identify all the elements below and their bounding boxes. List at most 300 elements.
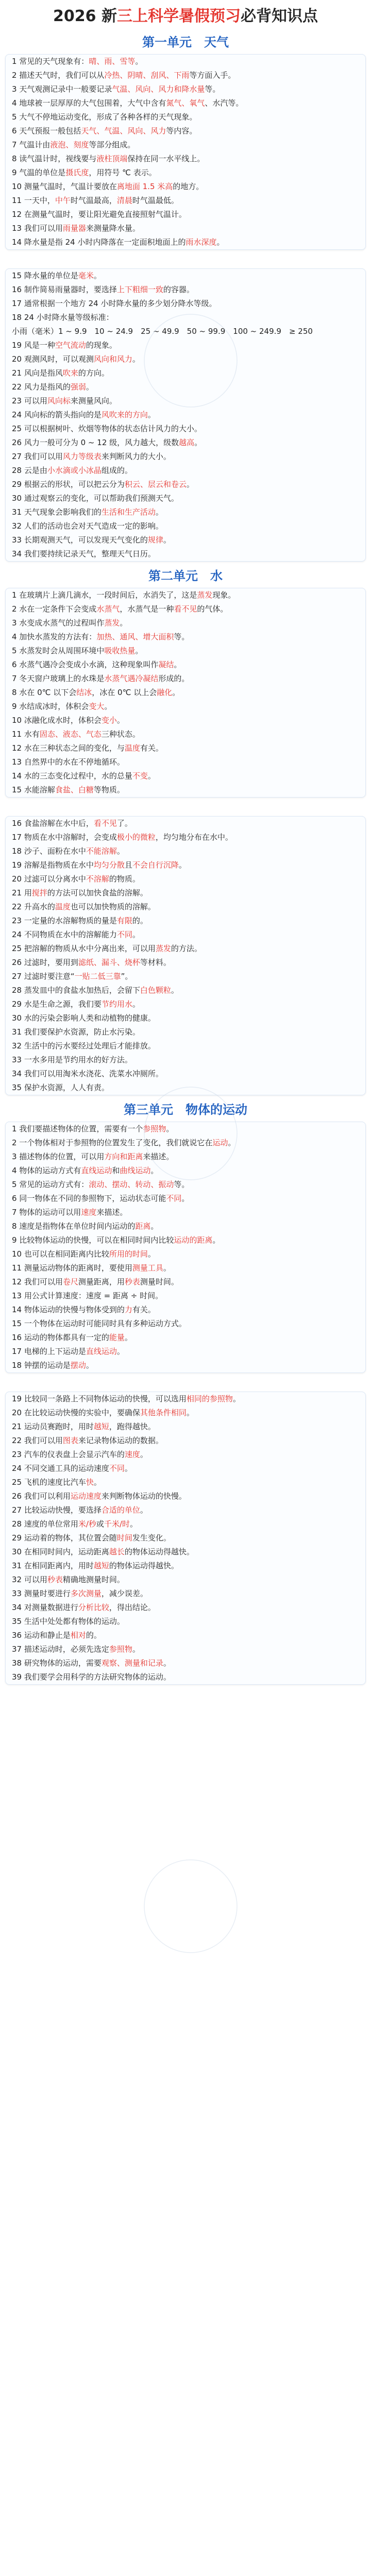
note-text: 5 水蒸发时会从周围环境中 <box>12 646 105 655</box>
key-term: 中午 <box>55 196 71 205</box>
note-line <box>6 817 365 831</box>
key-term: 直线运动 <box>86 1347 117 1356</box>
note-line <box>6 436 365 450</box>
note-line <box>6 547 365 561</box>
key-term: 相同的参照物 <box>186 1394 233 1403</box>
note-text: 13 用公式计算速度：速度 = 距离 ÷ 时间。 <box>12 1291 163 1300</box>
key-term: 冷热、阴晴、刮风、下雨 <box>104 71 190 80</box>
note-line <box>6 1545 365 1559</box>
note-text: 。 <box>171 986 179 995</box>
note-line <box>6 283 365 297</box>
note-line <box>6 1615 365 1629</box>
note-text: 。 <box>216 238 225 247</box>
note-text: 的容器。 <box>163 285 194 294</box>
note-text: 。 <box>140 1505 148 1515</box>
note-line <box>6 1656 365 1670</box>
key-term: 蒸发 <box>155 944 171 953</box>
note-text: ，冰在 0℃ 以上会 <box>92 688 157 697</box>
key-term: 温度 <box>55 902 71 911</box>
note-text: 33 测量时要进行 <box>12 1589 71 1598</box>
key-term: 规律 <box>147 535 163 545</box>
note-text: 12 在测量气温时，要让阳光避免直接照射气温计。 <box>12 210 187 219</box>
key-term: 搅拌 <box>31 888 47 897</box>
note-line <box>6 997 365 1011</box>
note-line <box>6 124 365 138</box>
key-term: 雨水深度 <box>185 238 217 247</box>
key-term: 风向标 <box>47 396 71 405</box>
note-line <box>6 1247 365 1261</box>
note-text: 等。 <box>174 632 190 641</box>
note-text: 等。 <box>174 1180 190 1189</box>
note-text: 来判断物体运动的快慢。 <box>101 1492 187 1501</box>
note-text: 现象。 <box>212 590 236 600</box>
note-text: 时气温最高， <box>70 196 117 205</box>
note-line <box>6 700 365 714</box>
note-text: 。 <box>174 660 182 669</box>
note-text: 3 天气观测记录中一般要记录 <box>12 84 112 94</box>
note-line <box>6 110 365 124</box>
note-text: 12 水在三种状态之间的变化，与 <box>12 743 125 753</box>
key-term: 积云、层云和卷云 <box>124 480 187 489</box>
note-text: 10 也可以在相同距离内比较 <box>12 1249 109 1259</box>
note-text: 26 过滤时，要用到 <box>12 958 78 967</box>
note-line <box>6 352 365 366</box>
key-term: 不会自行沉降 <box>132 860 179 870</box>
key-term: 滤纸、漏斗、烧杯 <box>78 958 140 967</box>
note-line <box>6 755 365 769</box>
key-term: 变大 <box>89 702 105 711</box>
note-line <box>6 55 365 69</box>
note-text: 等内容。 <box>166 126 197 135</box>
key-term: 液泡、刻度 <box>50 140 89 149</box>
note-text: ，用符号 ℃ 表示。 <box>89 168 157 177</box>
key-term: 所用的时间 <box>109 1249 148 1259</box>
note-text: 30 水的污染会影响人类和动植物的健康。 <box>12 1013 156 1023</box>
note-line <box>6 505 365 519</box>
note-text: 。 <box>116 1347 125 1356</box>
note-line <box>6 180 365 194</box>
note-line <box>6 1331 365 1345</box>
key-term: 凝结 <box>158 660 174 669</box>
key-term: 蒸发 <box>104 618 120 628</box>
note-line <box>6 714 365 727</box>
key-term: 图表 <box>62 1436 78 1445</box>
note-text: 39 我们要学会用科学的方法研究物体的运动。 <box>12 1672 171 1682</box>
note-text: 25 把溶解的物质从水中分离出来，可以用 <box>12 944 156 953</box>
key-term: 其他条件相同 <box>140 1408 187 1417</box>
note-text: ，水蒸气是一种 <box>120 604 174 614</box>
note-text: 的物体运动得越快。 <box>124 1547 194 1556</box>
note-text: ，均匀地分布在水中。 <box>155 833 233 842</box>
note-text: 的方向。 <box>78 368 109 378</box>
note-line <box>6 602 365 616</box>
note-line <box>6 311 365 325</box>
key-term: 离地面 1.5 米高 <box>116 182 173 191</box>
note-text: 8 读气温计时，视线要与 <box>12 154 97 163</box>
note-line <box>6 1448 365 1462</box>
note-line <box>6 408 365 422</box>
note-text: 27 比较运动快慢，要选择 <box>12 1505 102 1515</box>
note-text: 11 水有 <box>12 730 40 739</box>
key-term: 晴、雨、雪等 <box>89 57 136 66</box>
note-line <box>6 1039 365 1053</box>
note-text: 25 可以根据树叶、炊烟等物体的状态估计风力的大小。 <box>12 424 202 433</box>
note-line <box>6 956 365 970</box>
note-text: 27 过滤时要注意“ <box>12 972 75 981</box>
note-card <box>5 54 366 250</box>
note-line <box>6 1192 365 1206</box>
note-text: 36 运动和静止是 <box>12 1631 71 1640</box>
note-text: 34 对测量数据进行 <box>12 1603 78 1612</box>
key-term: 不同 <box>109 1464 125 1473</box>
note-text: 14 水的三态变化过程中，水的总量 <box>12 771 132 781</box>
title-prefix: 2026 新 <box>53 7 117 25</box>
note-line <box>6 533 365 547</box>
key-term: 能量 <box>109 1333 125 1342</box>
note-line <box>6 1275 365 1289</box>
note-text: 。 <box>178 860 187 870</box>
key-term: 速度 <box>81 1208 97 1217</box>
title-highlight: 三上科学 <box>116 7 179 25</box>
note-text: 11 测量运动物体的距离时，要使用 <box>12 1263 132 1273</box>
key-term: 液柱顶端 <box>96 154 128 163</box>
note-text: 6 水蒸气遇冷会变成小水滴，这种现象叫作 <box>12 660 159 669</box>
watermark-ring <box>144 1860 237 1953</box>
note-text: 30 通过观察云的变化，可以帮助我们预测天气。 <box>12 494 179 503</box>
note-text: 发生变化。 <box>132 1533 171 1543</box>
note-line <box>6 194 365 208</box>
note-line <box>6 970 365 984</box>
note-text: 有关。 <box>140 743 163 753</box>
key-term: 氮气、氧气 <box>166 98 205 108</box>
key-term: 运动的距离 <box>174 1235 213 1245</box>
note-text: 17 电梯的上下运动是 <box>12 1347 86 1356</box>
key-term: 千米/时 <box>104 1519 130 1529</box>
key-term: 强弱 <box>70 382 86 392</box>
note-line <box>6 844 365 858</box>
note-text: 35 生活中处处都有物体的运动。 <box>12 1617 125 1626</box>
key-term: 毫米 <box>78 271 94 280</box>
note-line <box>6 96 365 110</box>
note-text: 6 天气预报一般包括 <box>12 126 81 135</box>
key-term: 速度 <box>124 1450 140 1459</box>
note-line <box>6 269 365 283</box>
key-term: 风吹来的方向 <box>101 410 148 419</box>
note-line <box>6 138 365 152</box>
note-text: 的。 <box>86 1631 102 1640</box>
note-line <box>6 235 365 249</box>
note-line <box>6 1233 365 1247</box>
note-text: 8 速度是指物体在单位时间内运动的 <box>12 1222 136 1231</box>
note-text: 15 水能溶解 <box>12 785 55 794</box>
key-term: 风向和风力 <box>93 354 132 364</box>
note-line <box>6 1489 365 1503</box>
note-text: 。 <box>120 618 128 628</box>
note-card <box>5 1392 366 1685</box>
note-line <box>6 208 365 222</box>
note-line <box>6 450 365 464</box>
key-term: 生活和生产活动 <box>101 507 156 517</box>
key-term: 吸收热量 <box>104 646 136 655</box>
key-term: 不同 <box>166 1194 182 1203</box>
note-line <box>6 1587 365 1601</box>
key-term: 曲线运动 <box>120 1166 151 1175</box>
note-text: 。 <box>132 999 140 1009</box>
note-line <box>6 1289 365 1303</box>
key-term: 极小的微粒 <box>116 833 156 842</box>
note-line <box>6 741 365 755</box>
key-term: 观察、测量和记录 <box>101 1658 163 1668</box>
key-term: 看不见 <box>174 604 197 614</box>
note-line <box>6 1601 365 1615</box>
note-card <box>5 588 366 798</box>
note-line <box>6 1573 365 1587</box>
key-term: 天气、气温、风向、风力 <box>81 126 166 135</box>
key-term: 相对 <box>70 1631 86 1640</box>
key-term: 空气流动 <box>55 341 86 350</box>
note-line <box>6 69 365 82</box>
note-text: 3 水变成水蒸气的过程叫作 <box>12 618 105 628</box>
note-text: 37 描述运动时，必须先选定 <box>12 1645 109 1654</box>
note-text: 的气体。 <box>197 604 228 614</box>
note-text: 2 水在一定条件下会变成 <box>12 604 97 614</box>
note-text: 的现象。 <box>86 341 117 350</box>
note-text: 16 食盐溶解在水中后， <box>12 819 94 828</box>
key-term: 固态、液态、气态 <box>39 730 102 739</box>
note-text: 1 在玻璃片上滴几滴水，一段时间后，水消失了，这是 <box>12 590 197 600</box>
note-text: 16 制作简易雨量器时，要选择 <box>12 285 117 294</box>
key-term: 水蒸气 <box>96 604 120 614</box>
note-text: 测量距离，用 <box>78 1277 125 1286</box>
note-text: 。 <box>147 771 156 781</box>
note-text: 32 生活中的污水要经过处理后才能排放。 <box>12 1041 156 1050</box>
note-text: 。 <box>86 1361 94 1370</box>
note-text: 22 升高水的 <box>12 902 55 911</box>
key-term: 食盐、白糖 <box>55 785 94 794</box>
key-term: 蒸发 <box>197 590 213 600</box>
note-text: 。 <box>166 1124 174 1133</box>
note-line <box>6 1476 365 1489</box>
note-line <box>6 1392 365 1406</box>
note-text: 小雨（毫米）1 ~ 9.9 10 ~ 24.9 25 ~ 49.9 50 ~ 99.9 100 ~ 249.9 ≥ 250 <box>12 327 313 336</box>
note-line <box>6 1359 365 1372</box>
note-line <box>6 1420 365 1434</box>
note-text: 34 我们可以用淘米水浇花、洗菜水冲厕所。 <box>12 1069 163 1078</box>
note-text: 14 物体运动的快慢与物体受到的 <box>12 1305 125 1314</box>
note-text: 了。 <box>116 819 132 828</box>
note-line <box>6 1136 365 1150</box>
note-line <box>6 394 365 408</box>
note-line <box>6 1406 365 1420</box>
note-text: 组成的。 <box>101 466 132 475</box>
note-text: 来判断风力的大小。 <box>101 452 171 461</box>
note-text: 的物质。 <box>109 874 140 884</box>
note-line <box>6 338 365 352</box>
note-card <box>5 1122 366 1373</box>
note-line <box>6 1150 365 1164</box>
note-line <box>6 422 365 436</box>
note-text: 保持在同一水平线上。 <box>127 154 205 163</box>
key-term: 时间 <box>116 1533 132 1543</box>
note-text: 。 <box>228 1138 236 1147</box>
key-term: 越长 <box>109 1547 125 1556</box>
note-line <box>6 1219 365 1233</box>
note-text: 26 我们可以利用 <box>12 1492 71 1501</box>
note-text: 31 天气现象会影响我们的 <box>12 507 102 517</box>
note-text: 来测量风向。 <box>70 396 117 405</box>
note-text: 。 <box>186 1408 194 1417</box>
note-text: 33 长期观测天气，可以发现天气变化的 <box>12 535 148 545</box>
note-text: 测量时间。 <box>140 1277 179 1286</box>
note-text: 5 常见的运动方式有： <box>12 1180 89 1189</box>
note-line <box>6 928 365 942</box>
key-term: 测量工具 <box>132 1263 163 1273</box>
key-term: 不溶解 <box>86 874 109 884</box>
key-term: 秒表 <box>124 1277 140 1286</box>
note-line <box>6 1503 365 1517</box>
key-term: 距离 <box>135 1222 151 1231</box>
key-term: 摄氏度 <box>65 168 89 177</box>
unit-heading: 第一单元 天气 <box>142 35 229 49</box>
note-text: 9 气温的单位是 <box>12 168 66 177</box>
note-line <box>6 727 365 741</box>
note-line <box>6 900 365 914</box>
note-text: 精确地测量时间。 <box>62 1575 125 1584</box>
key-term: 运动速度 <box>70 1492 102 1501</box>
note-text: 31 在相同距离内，用时 <box>12 1561 94 1570</box>
note-line <box>6 1317 365 1331</box>
note-line <box>6 1261 365 1275</box>
note-text: 20 在比较运动快慢的实验中，要确保 <box>12 1408 140 1417</box>
key-term: 越短 <box>93 1422 109 1431</box>
title-suffix: 必背知识点 <box>240 7 318 25</box>
note-line <box>6 658 365 672</box>
note-line <box>6 1559 365 1573</box>
note-text: 且 <box>124 860 132 870</box>
content <box>0 32 371 1685</box>
note-text: 1 我们要描述物体的位置，需要有一个 <box>12 1124 143 1133</box>
note-text: 。 <box>163 535 171 545</box>
note-text: 来记录物体运动的数据。 <box>78 1436 163 1445</box>
note-text: 。 <box>150 1222 159 1231</box>
note-text: 等部分组成。 <box>89 140 136 149</box>
note-line <box>6 1164 365 1178</box>
note-text: 3 描述物体的位置，可以用 <box>12 1152 105 1161</box>
note-line <box>6 914 365 928</box>
key-term: 多次测量 <box>70 1589 102 1598</box>
note-line <box>6 872 365 886</box>
note-text: 。 <box>124 1333 132 1342</box>
note-line <box>6 672 365 686</box>
note-text: 8 水在 0℃ 以下会 <box>12 688 77 697</box>
note-text: 。 <box>86 382 94 392</box>
note-text: 15 一个物体在运动时可能同时具有多种运动方式。 <box>12 1319 187 1328</box>
note-text: 4 地球被一层厚厚的大气包围着，大气中含有 <box>12 98 166 108</box>
key-term: 方向和距离 <box>104 1152 143 1161</box>
note-line <box>6 1081 365 1095</box>
note-text: 。 <box>116 846 125 856</box>
note-line <box>6 519 365 533</box>
key-term: 吹来 <box>62 368 78 378</box>
key-term: 气温、风向、风力和降水量 <box>112 84 205 94</box>
note-text: 4 物体的运动方式有 <box>12 1166 81 1175</box>
note-text: 时气温最低。 <box>132 196 179 205</box>
note-line <box>6 1670 365 1684</box>
note-text: 。 <box>163 1658 171 1668</box>
key-term: 力 <box>124 1305 132 1314</box>
note-text: 9 比较物体运动的快慢，可以在相同时间内比较 <box>12 1235 174 1245</box>
note-text: 。 <box>93 1478 102 1487</box>
note-text: 。 <box>147 410 156 419</box>
note-text: 、水汽等。 <box>205 98 244 108</box>
key-term: 温度 <box>124 743 140 753</box>
note-text: 22 风力是指风的 <box>12 382 71 392</box>
note-text: 。 <box>135 57 143 66</box>
key-term: 参照物 <box>109 1645 132 1654</box>
note-text: 。 <box>132 354 140 364</box>
key-term: 加热、通风、增大面积 <box>96 632 174 641</box>
note-text: ，跑得越快。 <box>109 1422 156 1431</box>
note-text: 6 同一物体在不同的参照物下，运动状态可能 <box>12 1194 166 1203</box>
note-text: 29 根据云的形状，可以把云分为 <box>12 480 125 489</box>
note-text: 20 观测风时，可以观测 <box>12 354 94 364</box>
note-text: 。 <box>124 1464 132 1473</box>
key-term: 秒表 <box>47 1575 63 1584</box>
note-text: 的方法。 <box>171 944 202 953</box>
note-text: 13 自然界中的水在不停地循环。 <box>12 757 125 767</box>
note-text: 。 <box>140 1450 148 1459</box>
note-text: 18 24 小时降水量等级标准： <box>12 313 114 322</box>
key-term: 摆动 <box>70 1361 86 1370</box>
note-line <box>6 1434 365 1448</box>
note-text: 17 物质在水中溶解时，会变成 <box>12 833 117 842</box>
note-line <box>6 366 365 380</box>
note-text: 19 比较同一条路上不同物体运动的快慢，可以选用 <box>12 1394 187 1403</box>
note-line <box>6 769 365 783</box>
note-line <box>6 1345 365 1359</box>
key-term: 参照物 <box>143 1124 166 1133</box>
note-text: 。 <box>93 271 102 280</box>
note-text: 。 <box>172 688 180 697</box>
note-text: 来描述。 <box>143 1152 174 1161</box>
note-text: 。 <box>132 930 140 939</box>
note-text: 11 一天中， <box>12 196 55 205</box>
note-text: 25 飞机的速度比汽车 <box>12 1478 86 1487</box>
note-text: 等材料。 <box>140 958 171 967</box>
note-line <box>6 1011 365 1025</box>
key-term: 越高 <box>179 438 195 447</box>
note-text: 33 一水多用是节约用水的好方法。 <box>12 1055 132 1064</box>
key-term: 滚动、摆动、转动、振动 <box>89 1180 174 1189</box>
note-text: 2 描述天气时，我们可以从 <box>12 71 105 80</box>
note-line <box>6 616 365 630</box>
key-term: 有限 <box>116 916 132 925</box>
note-line <box>6 492 365 505</box>
note-line <box>6 686 365 700</box>
note-line <box>6 1025 365 1039</box>
note-text: 19 风是一种 <box>12 341 55 350</box>
note-text: 14 降水量是指 24 小时内降落在一定面积地面上的 <box>12 238 186 247</box>
note-text: 等方面入手。 <box>189 71 236 80</box>
note-text: 。 <box>135 646 143 655</box>
key-term: 不能溶解 <box>86 846 117 856</box>
note-text: 27 我们可以用 <box>12 452 63 461</box>
note-text: 28 云是由 <box>12 466 47 475</box>
note-line <box>6 1067 365 1081</box>
key-term: 小水滴或小冰晶 <box>47 466 102 475</box>
note-text: 32 可以用 <box>12 1575 47 1584</box>
note-text: ”。 <box>121 972 133 981</box>
